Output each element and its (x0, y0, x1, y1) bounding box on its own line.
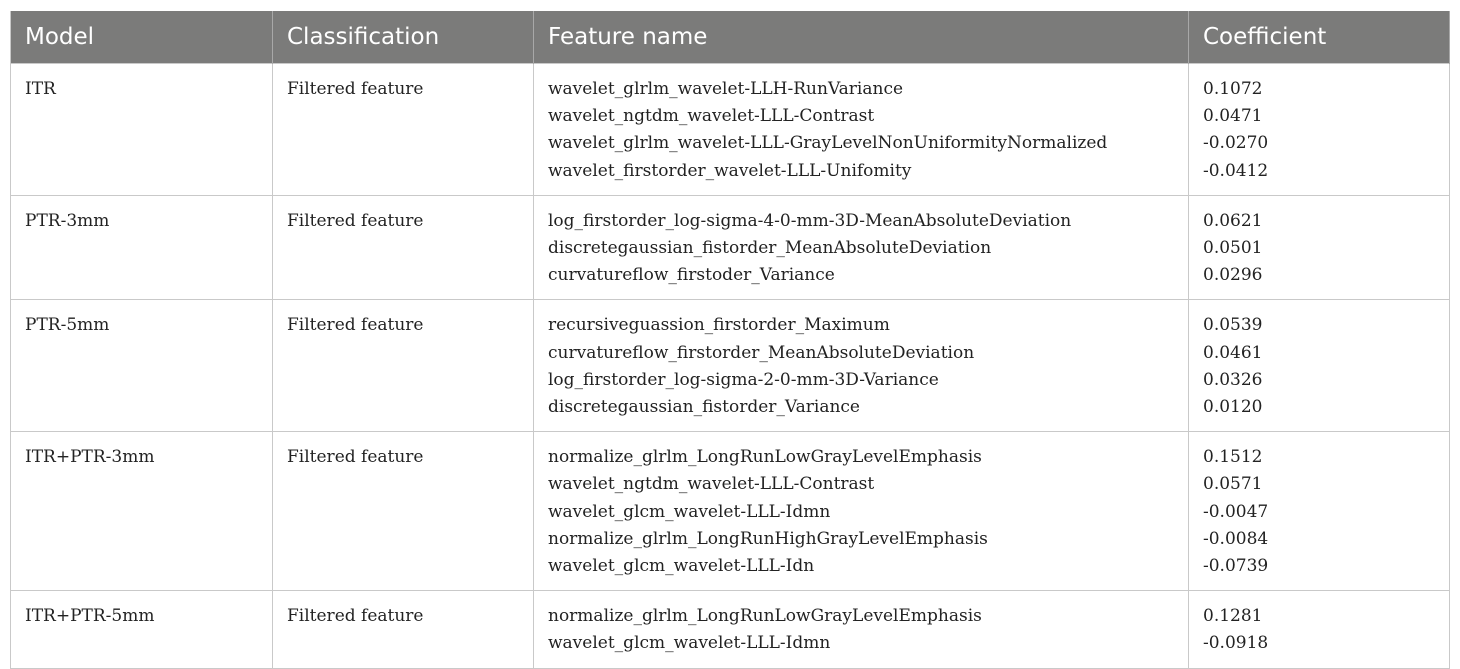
table-row (11, 195, 1450, 300)
feature-name: wavelet_glcm_wavelet-LLL-Idmn (548, 633, 831, 654)
coefficient-value: 0.1281 (1203, 606, 1263, 627)
header-classification: Classification (273, 11, 534, 64)
cell-feature-names (534, 64, 1189, 196)
feature-name: curvatureflow_firstorder_MeanAbsoluteDeviation (548, 342, 975, 363)
coefficient-value: 0.1512 (1203, 447, 1263, 468)
coefficient-value: -0.0918 (1203, 633, 1269, 654)
cell-feature-names (534, 591, 1189, 668)
coefficient-value: 0.1072 (1203, 79, 1263, 99)
feature-name: wavelet_glcm_wavelet-LLL-Idn (548, 556, 815, 577)
coefficient-value: -0.0412 (1203, 160, 1269, 181)
feature-name: wavelet_glrlm_wavelet-LLH-RunVariance (548, 79, 904, 99)
feature-coefficient-table (10, 11, 1450, 669)
table-body (11, 64, 1450, 669)
table-row (11, 591, 1450, 668)
cell-coefficients (1189, 64, 1450, 196)
feature-name: wavelet_ngtdm_wavelet-LLL-Contrast (548, 474, 875, 495)
feature-name: recursiveguassion_firstorder_Maximum (548, 315, 890, 336)
feature-name: wavelet_glcm_wavelet-LLL-Idmn (548, 501, 831, 522)
header-coefficient: Coefficient (1189, 11, 1450, 64)
cell-classification: Filtered feature (273, 195, 534, 300)
coefficient-value: 0.0571 (1203, 474, 1263, 495)
coefficient-value: -0.0270 (1203, 133, 1269, 154)
cell-classification: Filtered feature (273, 64, 534, 196)
coefficient-value: 0.0471 (1203, 106, 1263, 127)
feature-name: normalize_glrlm_LongRunLowGrayLevelEmphasis (548, 447, 982, 468)
cell-classification: Filtered feature (273, 432, 534, 591)
coefficient-value: 0.0539 (1203, 315, 1263, 336)
cell-model: PTR-5mm (11, 300, 273, 432)
feature-name: normalize_glrlm_LongRunHighGrayLevelEmphasis (548, 528, 988, 549)
cell-model: ITR+PTR-5mm (11, 591, 273, 668)
coefficient-value: -0.0084 (1203, 528, 1269, 549)
table-row (11, 432, 1450, 591)
cell-model: ITR (11, 64, 273, 196)
cell-coefficients (1189, 591, 1450, 668)
feature-coefficient-table-container (10, 11, 1449, 669)
cell-model: ITR+PTR-3mm (11, 432, 273, 591)
cell-classification: Filtered feature (273, 300, 534, 432)
coefficient-value: -0.0739 (1203, 556, 1269, 577)
feature-name: normalize_glrlm_LongRunLowGrayLevelEmphasis (548, 606, 982, 627)
feature-name: wavelet_glrlm_wavelet-LLL-GrayLevelNonUniformityNormalized (548, 133, 1108, 154)
cell-coefficients (1189, 432, 1450, 591)
cell-feature-names (534, 432, 1189, 591)
cell-feature-names (534, 300, 1189, 432)
cell-coefficients (1189, 195, 1450, 300)
feature-name: discretegaussian_fistorder_MeanAbsoluteDeviation (548, 238, 992, 259)
feature-name: wavelet_firstorder_wavelet-LLL-Unifomity (548, 160, 912, 181)
header-feature-name: Feature name (534, 11, 1189, 64)
coefficient-value: 0.0326 (1203, 369, 1263, 390)
table-row (11, 64, 1450, 196)
coefficient-value: 0.0296 (1203, 265, 1263, 286)
cell-model: PTR-3mm (11, 195, 273, 300)
coefficient-value: -0.0047 (1203, 501, 1269, 522)
coefficient-value: 0.0120 (1203, 397, 1263, 418)
coefficient-value: 0.0501 (1203, 238, 1263, 259)
feature-name: curvatureflow_firstoder_Variance (548, 265, 835, 286)
feature-name: wavelet_ngtdm_wavelet-LLL-Contrast (548, 106, 875, 127)
table-row (11, 300, 1450, 432)
feature-name: log_firstorder_log-sigma-4-0-mm-3D-MeanAbsoluteDeviation (548, 210, 1072, 231)
header-model: Model (11, 11, 273, 64)
feature-name: log_firstorder_log-sigma-2-0-mm-3D-Variance (548, 369, 939, 390)
cell-feature-names (534, 195, 1189, 300)
coefficient-value: 0.0621 (1203, 210, 1263, 231)
cell-coefficients (1189, 300, 1450, 432)
table-header (11, 11, 1450, 64)
cell-classification: Filtered feature (273, 591, 534, 668)
coefficient-value: 0.0461 (1203, 342, 1263, 363)
feature-name: discretegaussian_fistorder_Variance (548, 397, 860, 418)
header-row (11, 11, 1450, 64)
